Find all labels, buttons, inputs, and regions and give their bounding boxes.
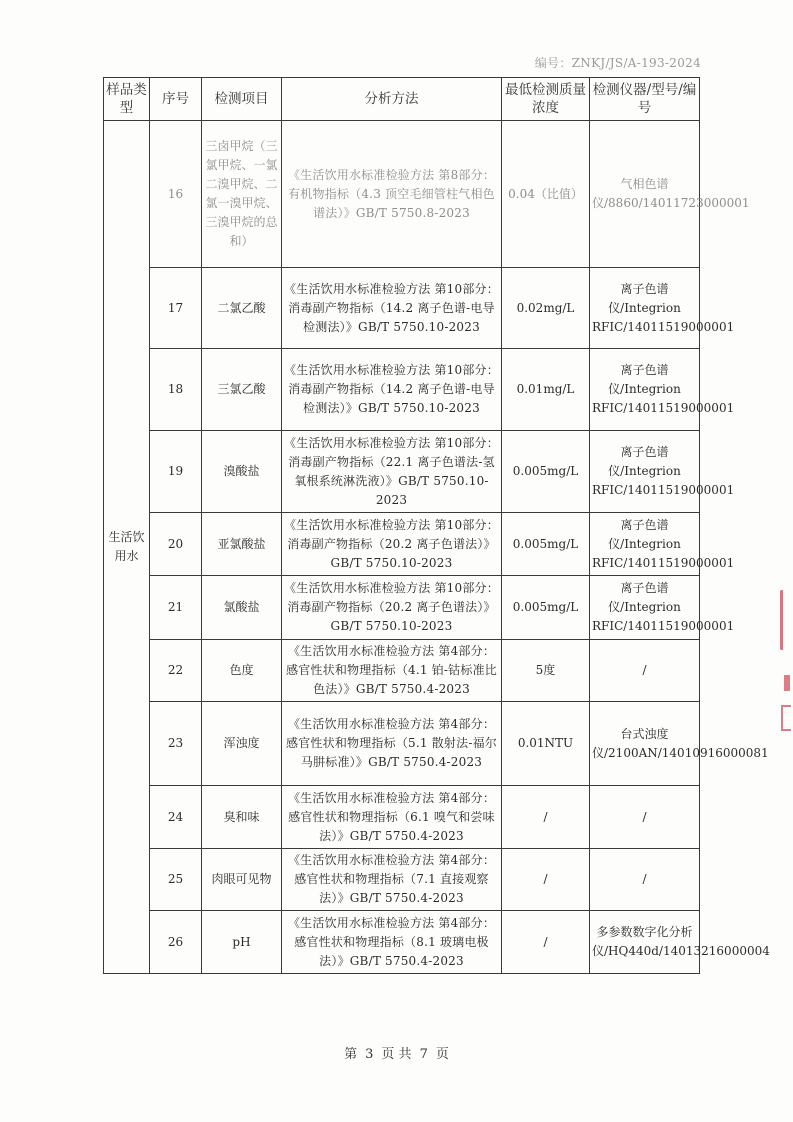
row-item: 浑浊度 bbox=[202, 702, 282, 786]
row-limit: 5度 bbox=[502, 640, 590, 702]
row-instrument: 离子色谱仪/Integrion RFIC/14011519000001 bbox=[590, 513, 700, 576]
row-no: 24 bbox=[150, 786, 202, 849]
row-instrument: 离子色谱仪/Integrion RFIC/14011519000001 bbox=[590, 268, 700, 349]
seal-edge-mark bbox=[781, 705, 791, 731]
row-instrument: 台式浊度仪/2100AN/14010916000081 bbox=[590, 702, 700, 786]
row-item: 亚氯酸盐 bbox=[202, 513, 282, 576]
header-instrument: 检测仪器/型号/编号 bbox=[590, 78, 700, 121]
document-number: 编号：ZNKJ/JS/A-193-2024 bbox=[534, 56, 701, 70]
row-instrument: 离子色谱仪/Integrion RFIC/14011519000001 bbox=[590, 576, 700, 640]
table-row bbox=[104, 121, 700, 268]
row-instrument: 离子色谱仪/Integrion RFIC/14011519000001 bbox=[590, 431, 700, 513]
table-row bbox=[104, 702, 700, 786]
row-limit: 0.005mg/L bbox=[502, 576, 590, 640]
row-limit: / bbox=[502, 849, 590, 911]
row-limit: 0.02mg/L bbox=[502, 268, 590, 349]
row-instrument: 气相色谱仪/8860/14011723000001 bbox=[590, 121, 700, 268]
row-item: 肉眼可见物 bbox=[202, 849, 282, 911]
row-item: 三氯乙酸 bbox=[202, 349, 282, 431]
header-no: 序号 bbox=[150, 78, 202, 121]
row-no: 17 bbox=[150, 268, 202, 349]
row-method: 《生活饮用水标准检验方法 第4部分：感官性状和物理指标（4.1 铂-钴标准比色法）》GB/T 5750.4-2023 bbox=[282, 640, 502, 702]
row-item: 溴酸盐 bbox=[202, 431, 282, 513]
page-prefix: 第 bbox=[344, 1047, 358, 1062]
row-no: 19 bbox=[150, 431, 202, 513]
row-method: 《生活饮用水标准检验方法 第10部分：消毒副产物指标（20.2 离子色谱法）》GB/T 5750.10-2023 bbox=[282, 513, 502, 576]
table-row bbox=[104, 349, 700, 431]
row-instrument: / bbox=[590, 849, 700, 911]
header-method: 分析方法 bbox=[282, 78, 502, 121]
seal-edge-mark bbox=[780, 590, 793, 650]
row-limit: 0.005mg/L bbox=[502, 431, 590, 513]
row-method: 《生活饮用水标准检验方法 第10部分：消毒副产物指标（20.2 离子色谱法）》GB/T 5750.10-2023 bbox=[282, 576, 502, 640]
table-row bbox=[104, 640, 700, 702]
row-limit: 0.01NTU bbox=[502, 702, 590, 786]
row-method: 《生活饮用水标准检验方法 第10部分：消毒副产物指标（22.1 离子色谱法-氢氧根系统淋洗液）》GB/T 5750.10-2023 bbox=[282, 431, 502, 513]
test-methods-table bbox=[103, 77, 770, 974]
page-number: 3 bbox=[365, 1047, 374, 1062]
row-no: 18 bbox=[150, 349, 202, 431]
row-method: 《生活饮用水标准检验方法 第10部分：消毒副产物指标（14.2 离子色谱-电导检测法）》GB/T 5750.10-2023 bbox=[282, 349, 502, 431]
row-limit: / bbox=[502, 911, 590, 974]
row-no: 26 bbox=[150, 911, 202, 974]
row-no: 20 bbox=[150, 513, 202, 576]
header-sample-type: 样品类型 bbox=[104, 78, 150, 121]
row-instrument: / bbox=[590, 786, 700, 849]
row-item: pH bbox=[202, 911, 282, 974]
seal-edge-mark bbox=[784, 675, 790, 691]
row-method: 《生活饮用水标准检验方法 第4部分：感官性状和物理指标（8.1 玻璃电极法）》GB/T 5750.4-2023 bbox=[282, 911, 502, 974]
row-no: 21 bbox=[150, 576, 202, 640]
table-row bbox=[104, 911, 700, 974]
row-item: 色度 bbox=[202, 640, 282, 702]
row-limit: 0.04（比值） bbox=[502, 121, 590, 268]
table-row bbox=[104, 513, 700, 576]
row-instrument: 离子色谱仪/Integrion RFIC/14011519000001 bbox=[590, 349, 700, 431]
row-item: 氯酸盐 bbox=[202, 576, 282, 640]
table-row bbox=[104, 268, 700, 349]
row-limit: / bbox=[502, 786, 590, 849]
page-total: 7 bbox=[419, 1047, 428, 1062]
table-header-row bbox=[104, 78, 700, 121]
table-row bbox=[104, 576, 700, 640]
page-suffix: 页 bbox=[435, 1047, 449, 1062]
row-no: 22 bbox=[150, 640, 202, 702]
row-limit: 0.005mg/L bbox=[502, 513, 590, 576]
row-method: 《生活饮用水标准检验方法 第4部分：感官性状和物理指标（5.1 散射法-福尔马肼标准）》GB/T 5750.4-2023 bbox=[282, 702, 502, 786]
row-no: 16 bbox=[150, 121, 202, 268]
row-method: 《生活饮用水标准检验方法 第10部分：消毒副产物指标（14.2 离子色谱-电导检测法）》GB/T 5750.10-2023 bbox=[282, 268, 502, 349]
row-method: 《生活饮用水标准检验方法 第8部分：有机物指标（4.3 顶空毛细管柱气相色谱法）》GB/T 5750.8-2023 bbox=[282, 121, 502, 268]
header-limit: 最低检测质量浓度 bbox=[502, 78, 590, 121]
row-item: 二氯乙酸 bbox=[202, 268, 282, 349]
row-item: 三卤甲烷（三氯甲烷、一氯二溴甲烷、二氯一溴甲烷、三溴甲烷的总和） bbox=[202, 121, 282, 268]
page-mid: 页 共 bbox=[381, 1047, 412, 1062]
header-item: 检测项目 bbox=[202, 78, 282, 121]
row-item: 臭和味 bbox=[202, 786, 282, 849]
table-row bbox=[104, 849, 700, 911]
table-row bbox=[104, 431, 700, 513]
row-method: 《生活饮用水标准检验方法 第4部分：感官性状和物理指标（6.1 嗅气和尝味法）》GB/T 5750.4-2023 bbox=[282, 786, 502, 849]
row-instrument: / bbox=[590, 640, 700, 702]
row-limit: 0.01mg/L bbox=[502, 349, 590, 431]
sample-type-cell: 生活饮用水 bbox=[104, 121, 150, 974]
row-method: 《生活饮用水标准检验方法 第4部分：感官性状和物理指标（7.1 直接观察法）》GB/T 5750.4-2023 bbox=[282, 849, 502, 911]
page-footer bbox=[0, 1043, 793, 1062]
row-no: 23 bbox=[150, 702, 202, 786]
row-no: 25 bbox=[150, 849, 202, 911]
row-instrument: 多参数数字化分析仪/HQ440d/14013216000004 bbox=[590, 911, 700, 974]
table-row bbox=[104, 786, 700, 849]
